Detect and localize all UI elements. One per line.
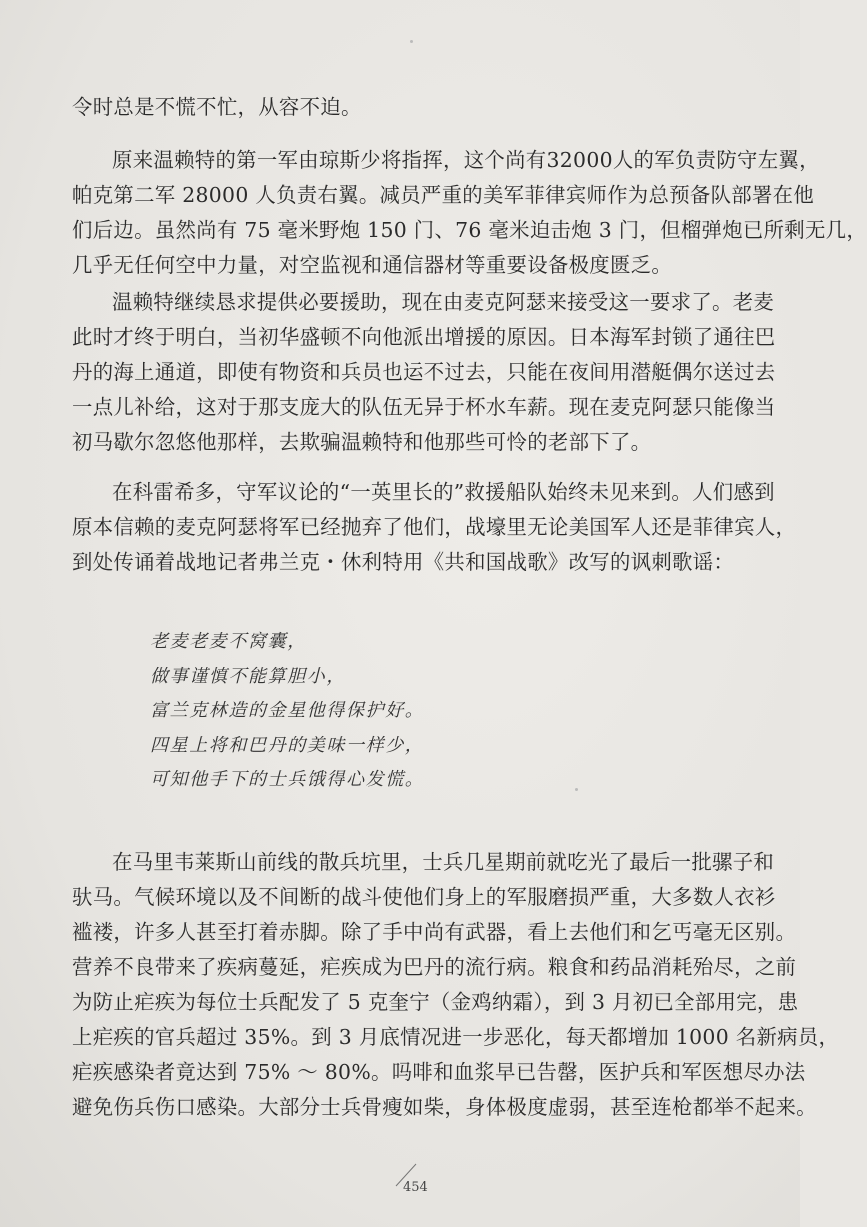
poem-line: 四星上将和巴丹的美味一样少，: [150, 734, 425, 756]
text-line: 令时总是不慌不忙，从容不迫。: [72, 95, 362, 119]
poem-line: 老麦老麦不窝囊，: [150, 631, 307, 652]
scan-speck: [410, 40, 413, 43]
text-line: 温赖特继续恳求提供必要援助，现在由麦克阿瑟来接受这一要求了。老麦: [112, 290, 775, 314]
paragraph-mariveles-trenches: [72, 845, 840, 1125]
text-line: 在马里韦莱斯山前线的散兵坑里，士兵几星期前就吃光了最后一批骡子和: [112, 850, 775, 874]
text-line: 避免伤兵伤口感染。大部分士兵骨瘦如柴，身体极度虚弱，甚至连枪都举不起来。: [72, 1095, 817, 1119]
text-line: 营养不良带来了疾病蔓延，疟疾成为巴丹的流行病。粮食和药品消耗殆尽，之前: [72, 955, 797, 979]
text-line: 帕克第二军 28000 人负责右翼。减员严重的美军菲律宾师作为总预备队部署在他: [72, 183, 815, 207]
text-line: 为防止疟疾为每位士兵配发了 5 克奎宁（金鸡纳霜），到 3 月初已全部用完，患: [72, 990, 799, 1014]
text-line: 一点儿补给，这对于那支庞大的队伍无异于杯水车薪。现在麦克阿瑟只能像当: [72, 395, 776, 419]
paragraph-corregidor: [72, 475, 797, 580]
text-line: 几乎无任何空中力量，对空监视和通信器材等重要设备极度匮乏。: [72, 253, 673, 277]
paragraph-wainwright-request: [72, 285, 776, 460]
text-line: 上疟疾的官兵超过 35%。到 3 月底情况进一步恶化，每天都增加 1000 名新病员，: [72, 1025, 840, 1049]
text-line: 在科雷希多，守军议论的“一英里长的”救援船队始终未见来到。人们感到: [112, 480, 775, 504]
poem-line: 富兰克林造的金星他得保护好。: [150, 700, 425, 721]
text-line: 到处传诵着战地记者弗兰克・休利特用《共和国战歌》改写的讽刺歌谣：: [72, 550, 735, 574]
scan-speck: [575, 788, 578, 791]
satirical-ballad: [150, 625, 550, 798]
text-line: 原来温赖特的第一军由琼斯少将指挥，这个尚有32000人的军负责防守左翼，: [112, 148, 820, 172]
text-line: 丹的海上通道，即使有物资和兵员也运不过去，只能在夜间用潜艇偶尔送过去: [72, 360, 776, 384]
page-number: 454: [403, 1180, 428, 1195]
paragraph-continuation: [72, 90, 772, 125]
poem-line: 可知他手下的士兵饿得心发慌。: [150, 769, 425, 790]
text-line: 驮马。气候环境以及不间断的战斗使他们身上的军服磨损严重，大多数人衣衫: [72, 885, 776, 909]
text-line: 此时才终于明白，当初华盛顿不向他派出增援的原因。日本海军封锁了通往巴: [72, 325, 776, 349]
text-line: 们后边。虽然尚有 75 毫米野炮 150 门、76 毫米迫击炮 3 门，但榴弹炮已所剩无几，: [72, 218, 867, 242]
paragraph-troop-deployment: [72, 143, 867, 283]
poem-line: 做事谨慎不能算胆小，: [150, 665, 346, 687]
text-line: 疟疾感染者竟达到 75% ～ 80%。吗啡和血浆早已告罄，医护兵和军医想尽办法: [72, 1060, 806, 1084]
text-line: 初马歇尔忽悠他那样，去欺骗温赖特和他那些可怜的老部下了。: [72, 430, 652, 454]
text-line: 褴褛，许多人甚至打着赤脚。除了手中尚有武器，看上去他们和乞丐毫无区别。: [72, 920, 797, 944]
text-line: 原本信赖的麦克阿瑟将军已经抛弃了他们，战壕里无论美国军人还是菲律宾人，: [72, 515, 797, 539]
